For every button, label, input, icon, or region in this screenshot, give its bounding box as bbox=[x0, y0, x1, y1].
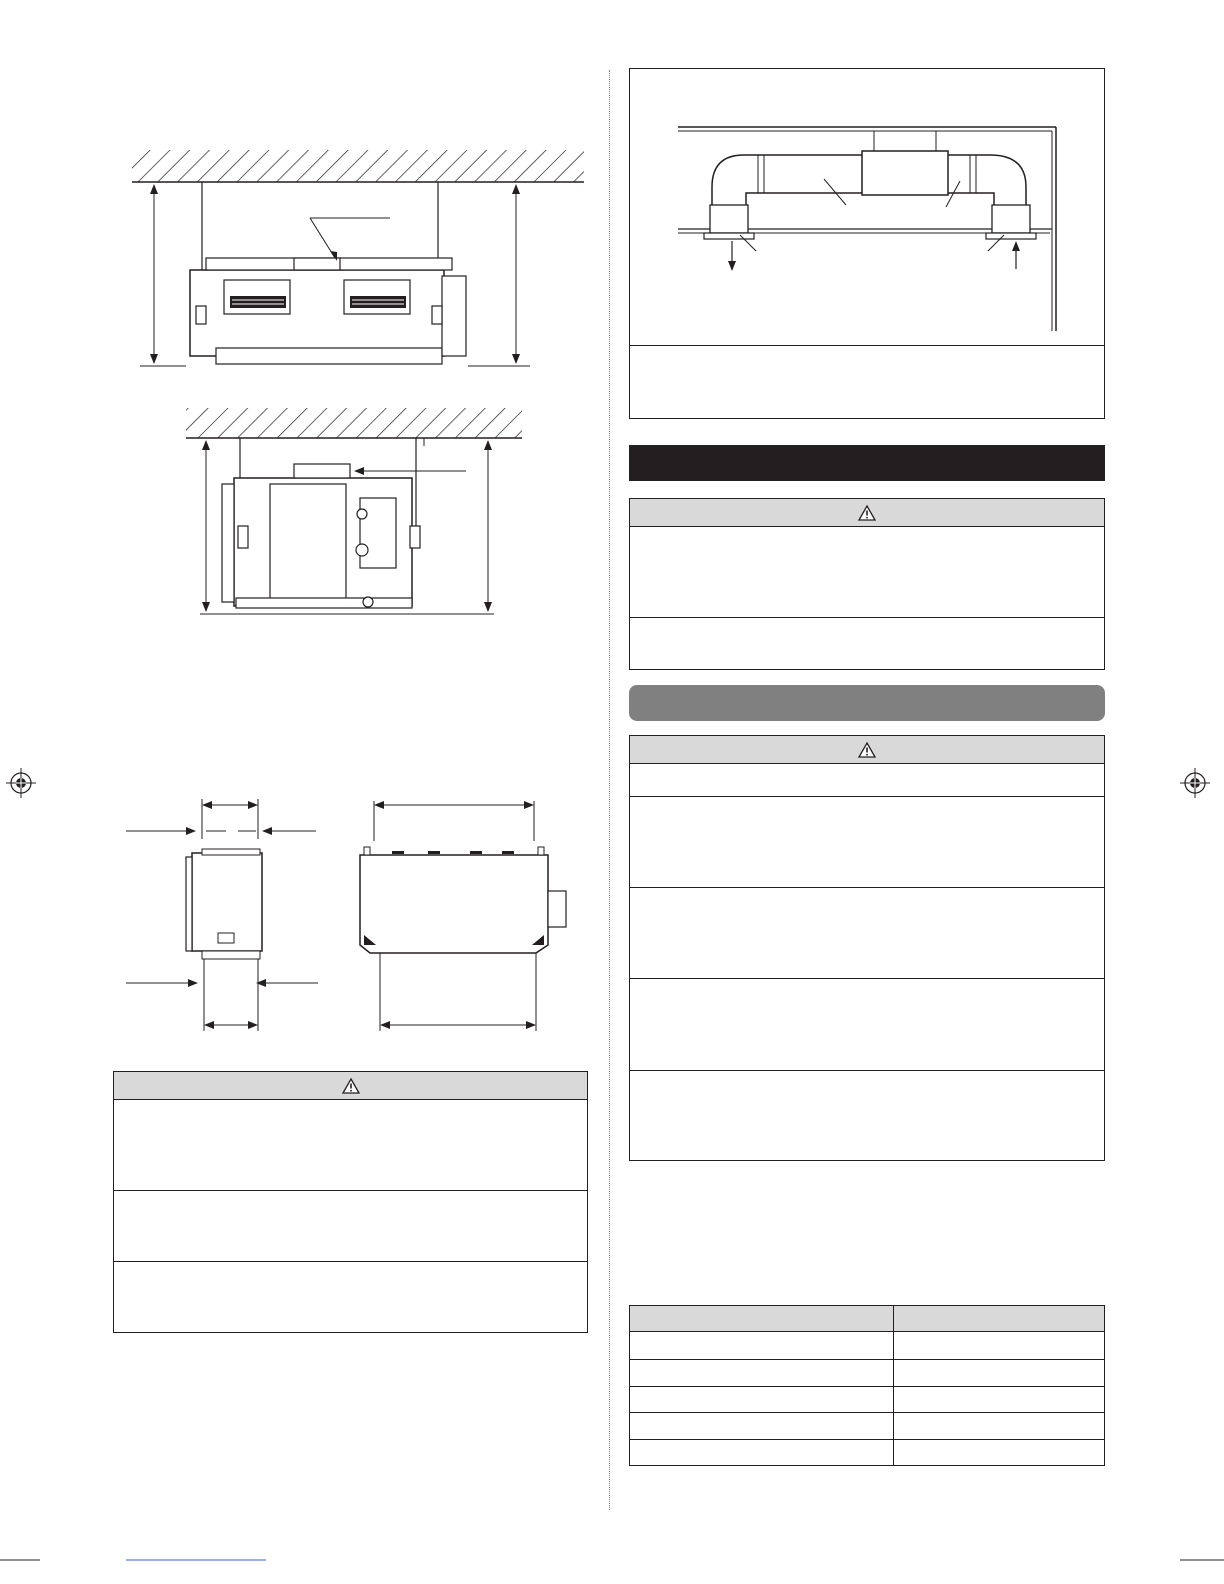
warning-header bbox=[630, 499, 1104, 527]
suspended-unit-side-figure bbox=[176, 400, 536, 624]
suspended-unit-front-figure bbox=[120, 140, 600, 380]
column-divider bbox=[609, 70, 610, 1510]
level-gauge bbox=[294, 258, 340, 270]
warning-row bbox=[114, 1190, 587, 1191]
warning-row bbox=[630, 978, 1104, 979]
outlet-diffuser bbox=[710, 205, 748, 233]
indoor-unit-box bbox=[862, 151, 948, 195]
unit-dimension-front-figure bbox=[352, 795, 582, 1035]
registration-crosshair-icon bbox=[6, 768, 36, 798]
parts-table bbox=[629, 1305, 1105, 1466]
duct-installation-figure bbox=[630, 69, 1104, 345]
registration-crosshair-icon bbox=[1180, 768, 1210, 798]
ceiling-hatch bbox=[132, 150, 584, 182]
warning-row bbox=[630, 887, 1104, 888]
warning-triangle-icon bbox=[858, 742, 876, 758]
warning-box-right-upper bbox=[629, 498, 1105, 670]
unit-dimension-side-figure bbox=[120, 795, 330, 1035]
warning-box-right-lower bbox=[629, 735, 1105, 1161]
trim-marks bbox=[0, 1550, 1224, 1584]
warning-triangle-icon bbox=[858, 505, 876, 521]
section-heading-bar bbox=[629, 445, 1105, 481]
warning-row bbox=[630, 617, 1104, 618]
subsection-heading-bar bbox=[629, 685, 1105, 721]
table-row bbox=[630, 1439, 1104, 1440]
table-row bbox=[630, 1412, 1104, 1413]
warning-header bbox=[630, 736, 1104, 764]
warning-triangle-icon bbox=[342, 1078, 360, 1094]
warning-row bbox=[630, 796, 1104, 797]
duct-figure-caption-row bbox=[630, 345, 1104, 346]
warning-row bbox=[114, 1261, 587, 1262]
warning-box-left bbox=[113, 1071, 588, 1333]
warning-header bbox=[114, 1072, 587, 1100]
table-row bbox=[630, 1359, 1104, 1360]
table-row bbox=[630, 1386, 1104, 1387]
duct-figure-box bbox=[629, 68, 1105, 419]
inlet-grille bbox=[992, 205, 1030, 233]
warning-row bbox=[630, 1070, 1104, 1071]
table-header bbox=[630, 1306, 1104, 1332]
